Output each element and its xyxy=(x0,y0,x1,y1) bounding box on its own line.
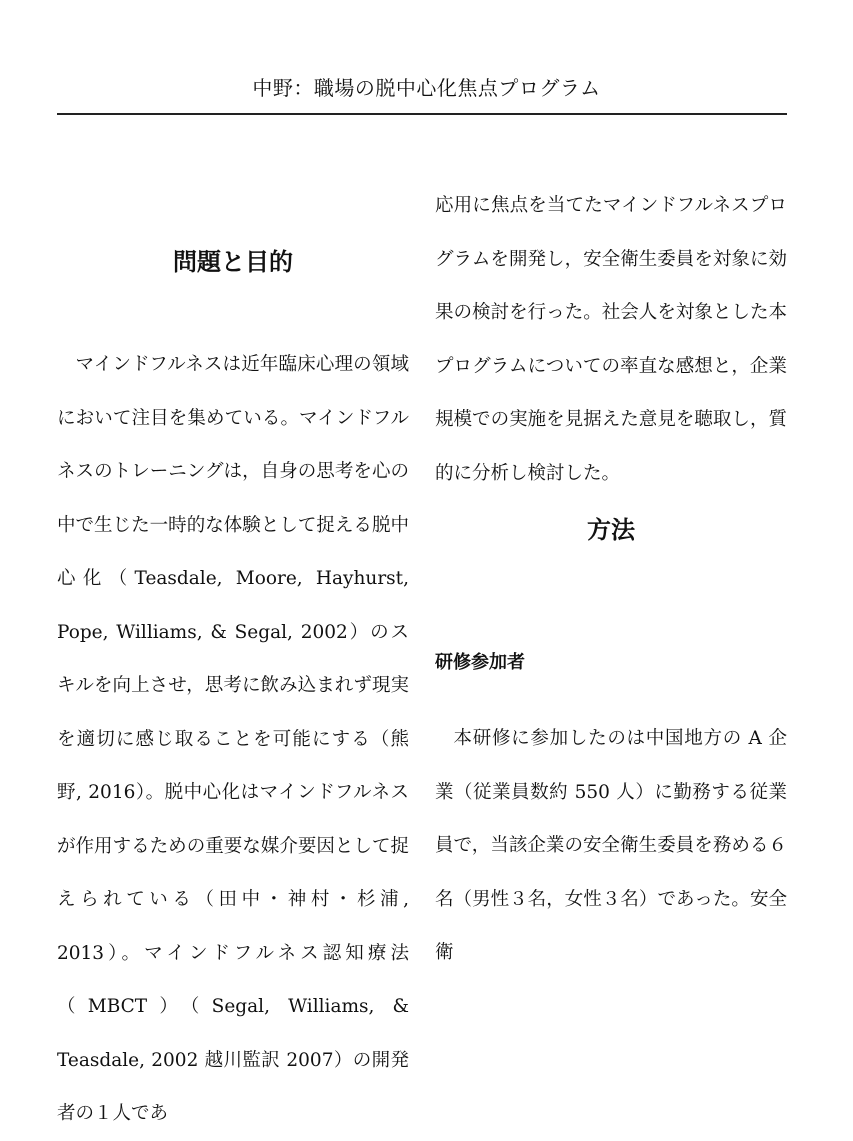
body-paragraph-introduction: マインドフルネスは近年臨床心理の領域において注目を集めている。マインドフルネスのトレーニングは，自身の思考を心の中で生じた一時的な体験として捉える脱中心化（Teasdale, Moore, Hayhurst, Pope, Williams, & Segal, 2002）のスキルを向上させ，思考に飲み込まれず現実を適切に感じ取ることを可能にする（熊野, 2016）。脱中心化はマインドフルネスが作用するための重要な媒介要因として捉えられている（田中・神村・杉浦, 2013）。マインドフルネス認知療法（MBCT）（Segal, Williams, & Teasdale, 2002 越川監訳 2007）の開発者の１人であ xyxy=(57,354,409,1124)
body-paragraph-participants: 本研修に参加したのは中国地方の A 企業（従業員数約 550 人）に勤務する従業員で，当該企業の安全衛生委員を務める６名（男性３名，女性３名）であった。安全衛 xyxy=(435,728,787,963)
running-header: 中野：職場の脱中心化焦点プログラム xyxy=(252,76,601,100)
section-heading-method: 方法 xyxy=(587,516,635,544)
sub-heading-participants: 研修参加者 xyxy=(435,652,525,673)
section-heading-problem-purpose: 問題と目的 xyxy=(173,248,293,276)
header-rule xyxy=(57,113,787,115)
body-paragraph-continued: 応用に焦点を当てたマインドフルネスプログラムを開発し，安全衛生委員を対象に効果の検討を行った。社会人を対象とした本プログラムについての率直な感想と，企業規模での実施を見据えた意見を聴取し，質的に分析し検討した。 xyxy=(435,195,787,484)
